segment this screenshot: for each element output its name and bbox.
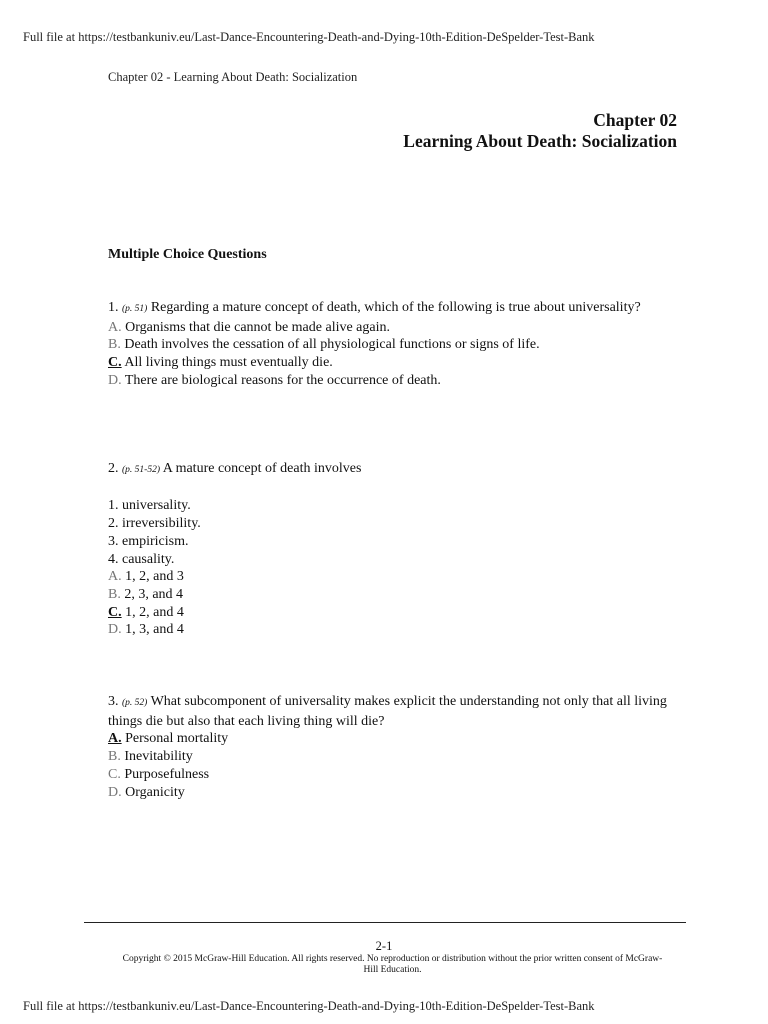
chapter-title: Learning About Death: Socialization [403,131,677,151]
answer-option-correct [108,730,678,748]
option-letter: D. [108,622,122,638]
question-1 [108,299,678,390]
option-text: 1, 2, and 3 [125,569,184,585]
option-letter: B. [108,586,121,602]
question-2 [108,460,678,639]
option-text: Personal mortality [125,731,229,747]
answer-option-correct [108,604,678,622]
option-letter: B. [108,337,121,353]
chapter-title-block [403,110,677,152]
option-letter: A. [108,569,122,585]
question-text: Regarding a mature concept of death, which of the following is true about universality? [150,300,641,315]
page-number: 2-1 [375,939,393,953]
answer-option [108,372,678,390]
answer-option [108,748,678,766]
option-text: 1, 2, and 4 [125,604,184,620]
numbered-item: 4. causality. [108,551,175,567]
question-3 [108,693,678,801]
question-stem [108,460,678,480]
answer-option [108,568,678,586]
option-letter: A. [108,319,122,335]
option-text: All living things must eventually die. [124,355,333,371]
answer-option-correct [108,354,678,372]
answer-option [108,586,678,604]
option-letter-correct: C. [108,604,122,620]
footer-divider [84,922,686,923]
question-stem [108,299,678,319]
option-text: 2, 3, and 4 [124,586,184,602]
question-number: 1. [108,300,119,315]
section-heading: Multiple Choice Questions [108,247,267,262]
answer-option [108,766,678,784]
numbered-item: 2. irreversibility. [108,516,201,532]
question-text: What subcomponent of universality makes explicit the understanding not only that all living things die but also that each living thing will die? [108,694,667,729]
answer-option [108,621,678,639]
option-letter-correct: C. [108,355,122,371]
numbered-item: 3. empiricism. [108,533,189,549]
option-text: Inevitability [124,749,193,765]
copyright-notice: Copyright © 2015 McGraw-Hill Education. All rights reserved. No reproduction or distribution without the prior written consent of McGraw-Hill Education. [122,954,663,975]
option-text: Death involves the cessation of all physiological functions or signs of life. [124,337,540,353]
page-reference: (p. 51-52) [122,465,160,475]
question-stem [108,693,678,730]
answer-option [108,784,678,802]
option-letter: B. [108,749,121,765]
option-text: There are biological reasons for the occurrence of death. [124,372,441,388]
answer-option [108,319,678,337]
running-head: Chapter 02 - Learning About Death: Socialization [108,70,358,84]
option-letter-correct: A. [108,731,122,747]
question-number: 2. [108,461,119,476]
chapter-number: Chapter 02 [593,110,677,130]
option-letter: C. [108,766,121,782]
numbered-item: 1. universality. [108,498,191,514]
question-number: 3. [108,694,119,709]
option-text: 1, 3, and 4 [125,622,184,638]
option-text: Organicity [125,784,185,800]
answer-option [108,336,678,354]
source-url-footer: Full file at https://testbankuniv.eu/Last-Dance-Encountering-Death-and-Dying-10th-Edition-DeSpelder-Test-Bank [23,999,595,1013]
source-url-header: Full file at https://testbankuniv.eu/Last-Dance-Encountering-Death-and-Dying-10th-Edition-DeSpelder-Test-Bank [23,30,595,44]
option-text: Organisms that die cannot be made alive again. [125,319,391,335]
option-text: Purposefulness [124,766,210,782]
option-letter: D. [108,784,122,800]
page-reference: (p. 51) [122,304,148,314]
option-letter: D. [108,372,122,388]
page-reference: (p. 52) [122,698,148,708]
question-text: A mature concept of death involves [162,461,362,476]
